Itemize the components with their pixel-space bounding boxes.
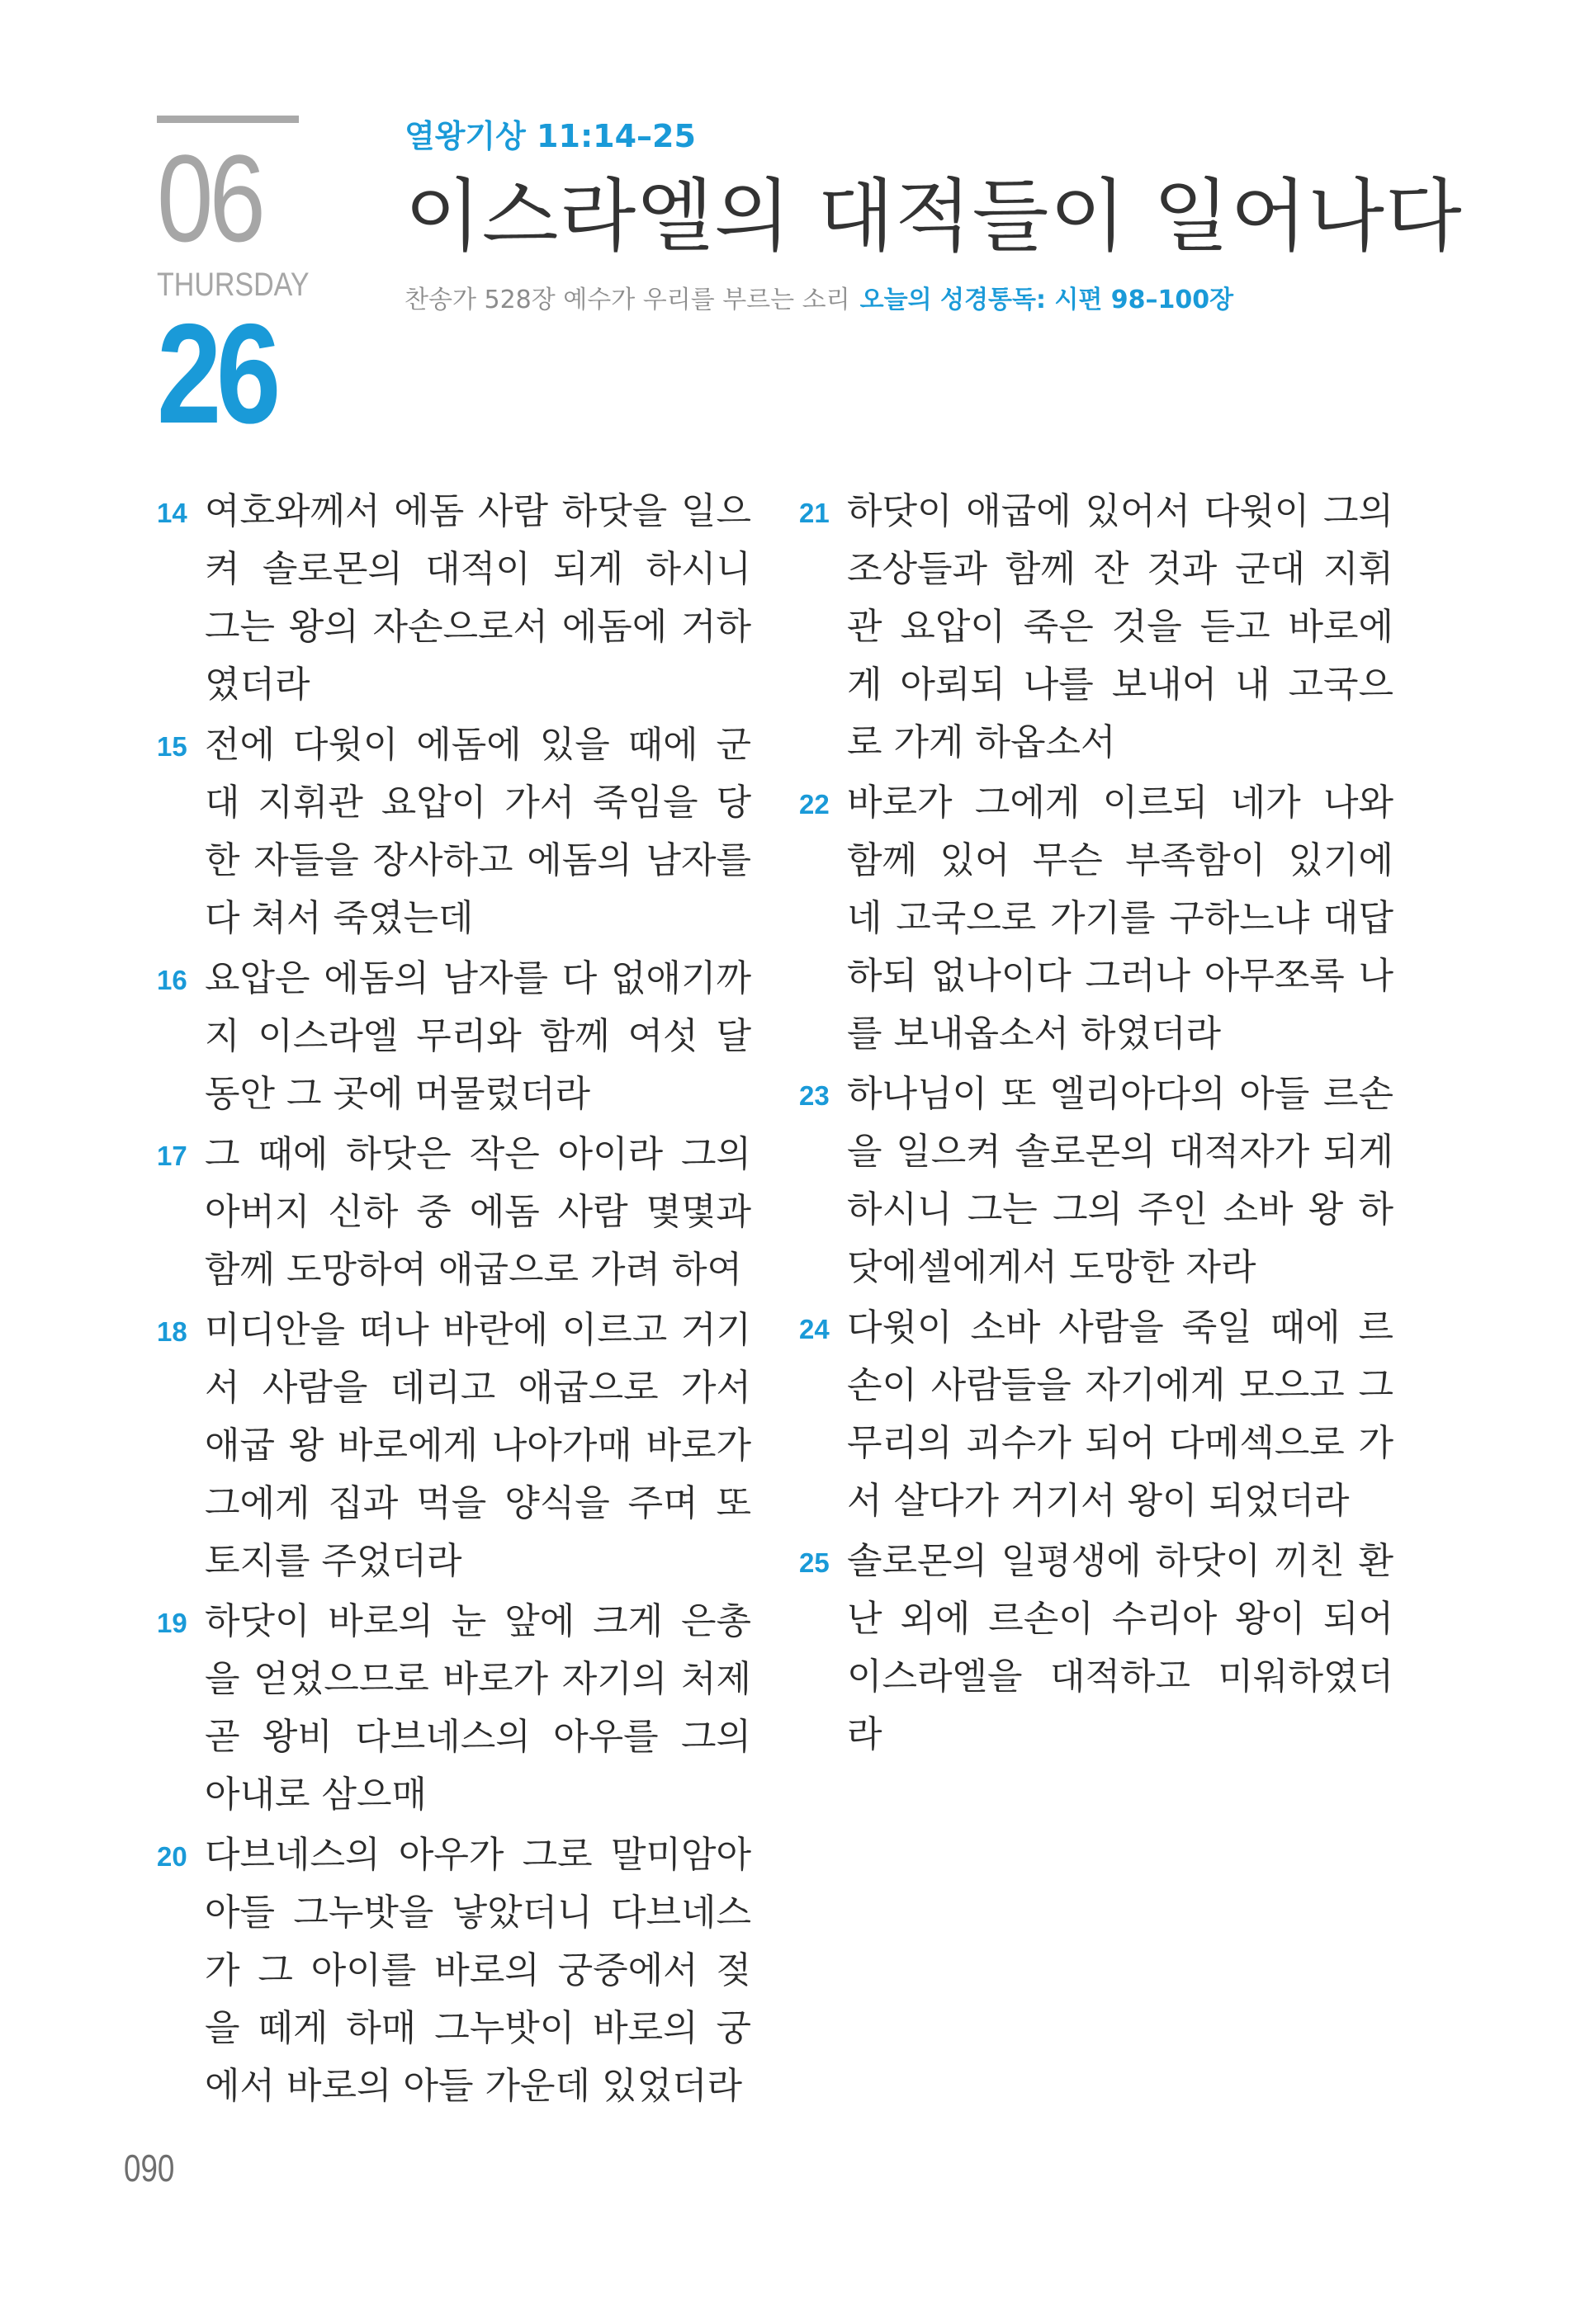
verse-number: 15 <box>157 731 187 762</box>
day-number: 26 <box>157 295 276 453</box>
verse-text: 요압은 에돔의 남자를 다 없애기까지 이스라엘 무리와 함께 여섯 달 동안 그 곳에 머물렀더라 <box>205 957 751 1115</box>
verse-number: 25 <box>799 1547 830 1578</box>
verse-text: 하닷이 애굽에 있어서 다윗이 그의 조상들과 함께 잔 것과 군대 지휘관 요압이 죽은 것을 듣고 바로에게 아뢰되 나를 보내어 내 고국으로 가게 하옵소서 <box>847 490 1393 763</box>
page-title: 이스라엘의 대적들이 일어나다 <box>405 170 1463 262</box>
verse-number: 18 <box>157 1316 187 1347</box>
verse <box>799 774 1393 1063</box>
verse <box>157 1301 751 1590</box>
verse-number: 21 <box>799 498 830 528</box>
verse-number: 14 <box>157 498 187 528</box>
verse-column-right <box>799 483 1393 1766</box>
verse <box>157 1826 751 2115</box>
verse-number: 22 <box>799 789 830 820</box>
verse-text: 여호와께서 에돔 사람 하닷을 일으켜 솔로몬의 대적이 되게 하시니 그는 왕의 자손으로서 에돔에 거하였더라 <box>205 490 751 706</box>
verse-text: 그 때에 하닷은 작은 아이라 그의 아버지 신하 중 에돔 사람 몇몇과 함께 도망하여 애굽으로 가려 하여 <box>205 1133 751 1291</box>
verse-text: 미디안을 떠나 바란에 이르고 거기서 사람을 데리고 애굽으로 가서 애굽 왕 바로에게 나아가매 바로가 그에게 집과 먹을 양식을 주며 또 토지를 주었더라 <box>205 1309 751 1582</box>
hymn-info: 찬송가 528장 예수가 우리를 부르는 소리 <box>405 286 850 314</box>
verse <box>157 1126 751 1299</box>
verse-text: 다브네스의 아우가 그로 말미암아 아들 그누밧을 낳았더니 다브네스가 그 아이를 바로의 궁중에서 젖을 떼게 하매 그누밧이 바로의 궁에서 바로의 아들 가운데 있었더라 <box>205 1834 751 2107</box>
verse-column-left <box>157 483 751 2118</box>
verse-number: 19 <box>157 1608 187 1638</box>
today-reading: 오늘의 성경통독: 시편 98–100장 <box>859 286 1234 314</box>
verse <box>157 950 751 1123</box>
verse <box>157 716 751 947</box>
verse-text: 솔로몬의 일평생에 하닷이 끼친 환난 외에 르손이 수리아 왕이 되어 이스라엘을 대적하고 미워하였더라 <box>847 1540 1393 1755</box>
subtitle-line <box>405 284 1478 317</box>
verse-number: 20 <box>157 1841 187 1872</box>
verse-number: 24 <box>799 1314 830 1344</box>
page-header <box>405 116 1478 317</box>
page-number: 090 <box>124 2147 175 2189</box>
verse-number: 17 <box>157 1141 187 1171</box>
weekday-label: THURSDAY <box>157 267 310 303</box>
verse-number: 16 <box>157 965 187 995</box>
verse-text: 다윗이 소바 사람을 죽일 때에 르손이 사람들을 자기에게 모으고 그 무리의 괴수가 되어 다메섹으로 가서 살다가 거기서 왕이 되었더라 <box>847 1306 1393 1522</box>
date-block <box>157 116 310 453</box>
scripture-reference: 열왕기상 11:14–25 <box>405 118 696 154</box>
verse <box>799 1065 1393 1297</box>
verse-number: 23 <box>799 1080 830 1111</box>
verse <box>157 483 751 714</box>
verse-text: 전에 다윗이 에돔에 있을 때에 군대 지휘관 요압이 가서 죽임을 당한 자들을 장사하고 에돔의 남자를 다 쳐서 죽였는데 <box>205 724 751 939</box>
verse <box>799 1533 1393 1764</box>
date-divider-bar <box>157 116 299 123</box>
month-number: 06 <box>157 129 262 267</box>
verse-text: 하나님이 또 엘리아다의 아들 르손을 일으켜 솔로몬의 대적자가 되게 하시니 그는 그의 주인 소바 왕 하닷에셀에게서 도망한 자라 <box>847 1073 1393 1288</box>
verse-text: 바로가 그에게 이르되 네가 나와 함께 있어 무슨 부족함이 있기에 네 고국으로 가기를 구하느냐 대답하되 없나이다 그러나 아무쪼록 나를 보내옵소서 하였더라 <box>847 782 1393 1055</box>
verse <box>799 1299 1393 1530</box>
verse <box>799 483 1393 772</box>
verse <box>157 1593 751 1824</box>
verse-text: 하닷이 바로의 눈 앞에 크게 은총을 얻었으므로 바로가 자기의 처제 곧 왕비 다브네스의 아우를 그의 아내로 삼으매 <box>205 1600 751 1816</box>
